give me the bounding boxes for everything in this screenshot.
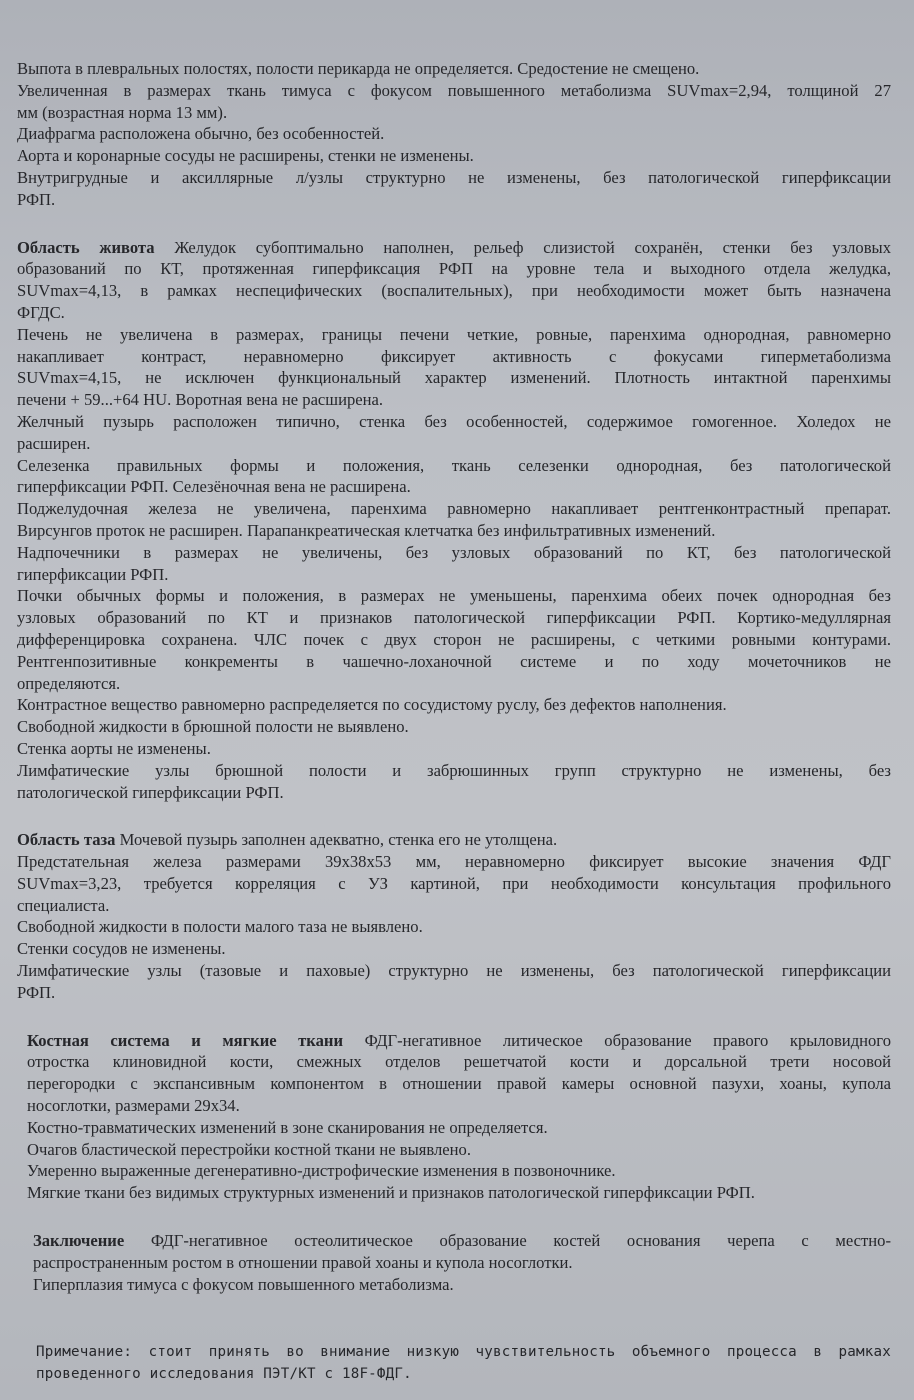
report-line: Надпочечники в размерах не увеличены, без узловых образований по КТ, без патологической (17, 542, 891, 562)
report-line: Область живота Желудок субоптимально наполнен, рельеф слизистой сохранён, стенки без узловых (17, 237, 891, 257)
section-pelvis (17, 829, 891, 1003)
report-line: расширен. (17, 433, 91, 453)
report-line: Свободной жидкости в полости малого таза не выявлено. (17, 917, 423, 937)
section-abdomen (17, 237, 891, 804)
report-line: SUVmax=4,13, в рамках неспецифических (воспалительных), при необходимости может быть назначена (17, 281, 891, 301)
report-line: отростка клиновидной кости, смежных отделов решетчатой кости и дорсальной трети носовой (27, 1052, 891, 1072)
report-line: узловых образований по КТ и признаков патологической гиперфиксации РФП. Кортико-медуллярная (17, 608, 891, 628)
report-line: патологической гиперфиксации РФП. (17, 782, 284, 802)
report-line: гиперфиксации РФП. Селезёночная вена не расширена. (17, 477, 411, 497)
report-line: образований по КТ, протяженная гиперфиксация РФП на уровне тела и выходного отдела желудка, (17, 259, 891, 279)
section-conclusion (17, 1230, 891, 1295)
report-line: дифференцировка сохранена. ЧЛС почек с двух сторон не расширены, с четкими ровными контурами. (17, 629, 891, 649)
report-line: распространенным ростом в отношении правой хоаны и купола носоглотки. (33, 1252, 573, 1272)
report-line: накапливает контраст, неравномерно фиксирует активность с фокусами гиперметаболизма (17, 346, 891, 366)
report-line: Поджелудочная железа не увеличена, паренхима равномерно накапливает рентгенконтрастный препарат. (17, 499, 891, 519)
report-line: РФП. (17, 982, 56, 1002)
report-line: Стенка аорты не изменены. (17, 738, 211, 758)
report-line: ФГДС. (17, 302, 65, 322)
report-line: Вирсунгов проток не расширен. Парапанкреатическая клетчатка без инфильтративных изменений. (17, 520, 716, 540)
report-line: Костная система и мягкие ткани ФДГ-негативное литическое образование правого крыловидного (27, 1030, 892, 1050)
section-heading: Область живота (17, 237, 155, 257)
report-line: печени + 59...+64 HU. Воротная вена не расширена. (17, 390, 384, 410)
report-line: перегородки с экспансивным компонентом в отношении правой камеры основной пазухи, хоаны, купола (27, 1074, 891, 1094)
report-line: Рентгенпозитивные конкременты в чашечно-лоханочной системе и по ходу мочеточников не (17, 651, 891, 671)
report-line: Предстательная железа размерами 39х38х53 мм, неравномерно фиксирует высокие значения ФДГ (17, 852, 891, 872)
report-line: Контрастное вещество равномерно распределяется по сосудистому руслу, без дефектов наполнения. (17, 695, 727, 715)
report-line: носоглотки, размерами 29х34. (27, 1096, 240, 1116)
report-line: гиперфиксации РФП. (17, 564, 169, 584)
report-line: Область таза Мочевой пузырь заполнен адекватно, стенка его не утолщена. (17, 830, 558, 850)
report-line: SUVmax=4,15, не исключен функциональный характер изменений. Плотность интактной паренхимы (17, 368, 891, 388)
report-line: Печень не увеличена в размерах, границы печени четкие, ровные, паренхима однородная, равномерно (17, 324, 891, 344)
report-line: Лимфатические узлы брюшной полости и забрюшинных групп структурно не изменены, без (17, 760, 891, 780)
report-line: проведенного исследования ПЭТ/КТ с 18F-ФДГ. (36, 1366, 412, 1383)
report-line: Мягкие ткани без видимых структурных изменений и признаков патологической гиперфиксации РФП. (27, 1183, 755, 1203)
report-line: Умеренно выраженные дегенеративно-дистрофические изменения в позвоночнике. (27, 1161, 616, 1181)
report-line: РФП. (17, 189, 56, 209)
report-line: специалиста. (17, 895, 110, 915)
report-line: Очагов бластической перестройки костной ткани не выявлено. (27, 1139, 471, 1159)
report-line: Заключение ФДГ-негативное остеолитическое образование костей основания черепа с местно- (33, 1231, 891, 1251)
report-line: мм (возрастная норма 13 мм). (17, 102, 228, 122)
report-line: Примечание: стоит принять во внимание низкую чувствительность объемного процесса в рамках (36, 1344, 891, 1361)
report-line: SUVmax=3,23, требуется корреляция с УЗ картиной, при необходимости консультация профильного (17, 873, 891, 893)
report-line: Увеличенная в размерах ткань тимуса с фокусом повышенного метаболизма SUVmax=2,94, толщиной 27 (17, 80, 891, 100)
report-line: Выпота в плевральных полостях, полости перикарда не определяется. Средостение не смещено. (17, 59, 700, 78)
section-heading: Область таза (17, 830, 116, 850)
section-note (17, 1342, 891, 1386)
report-body (17, 58, 891, 1386)
section-chest (17, 58, 891, 211)
report-line: Свободной жидкости в брюшной полости не выявлено. (17, 717, 409, 737)
report-line: Селезенка правильных формы и положения, ткань селезенки однородная, без патологической (17, 455, 891, 475)
report-line: Внутригрудные и аксиллярные л/узлы структурно не изменены, без патологической гиперфиксации (17, 167, 891, 187)
report-line: Гиперплазия тимуса с фокусом повышенного метаболизма. (33, 1274, 454, 1294)
section-bones (17, 1030, 891, 1204)
report-line: Лимфатические узлы (тазовые и паховые) структурно не изменены, без патологической гиперфиксации (17, 961, 891, 981)
report-line: Желчный пузырь расположен типично, стенка без особенностей, содержимое гомогенное. Холедох не (17, 411, 891, 431)
report-line: Аорта и коронарные сосуды не расширены, стенки не изменены. (17, 146, 474, 166)
report-line: определяются. (17, 673, 121, 693)
report-line: Диафрагма расположена обычно, без особенностей. (17, 124, 385, 144)
section-heading: Костная система и мягкие ткани (27, 1030, 344, 1050)
report-line: Стенки сосудов не изменены. (17, 939, 226, 959)
report-line: Почки обычных формы и положения, в размерах не уменьшены, паренхима обеих почек однородная без (17, 586, 891, 606)
section-heading: Заключение (33, 1231, 125, 1251)
report-line: Костно-травматических изменений в зоне сканирования не определяется. (27, 1117, 548, 1137)
